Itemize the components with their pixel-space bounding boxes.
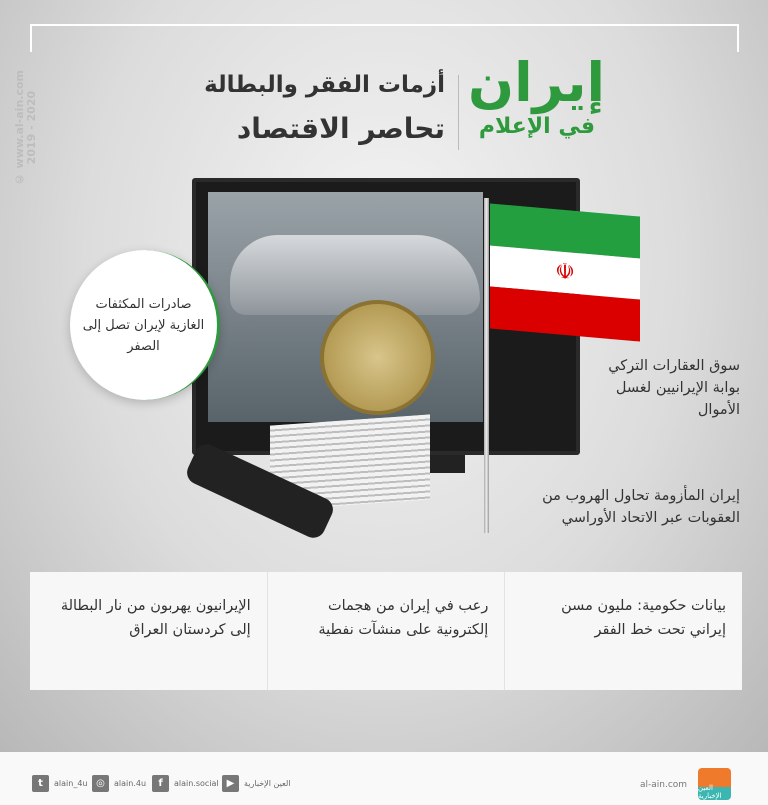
header-frame bbox=[30, 24, 739, 52]
watermark: © www.al-ain.com 2019 - 2020 bbox=[13, 70, 38, 186]
logo-text: العين الإخبارية bbox=[698, 784, 722, 800]
instagram-icon: ◎ bbox=[92, 775, 109, 792]
story-bottom-3[interactable]: الإيرانيون يهربون من نار البطالة إلى كردستان العراق bbox=[60, 598, 251, 638]
headline-2: تحاصر الاقتصاد bbox=[236, 112, 445, 145]
youtube-icon: ▶ bbox=[222, 775, 239, 792]
title-sub: في الإعلام bbox=[478, 114, 595, 139]
story-circle[interactable] bbox=[70, 250, 220, 400]
youtube-link[interactable] bbox=[222, 775, 291, 792]
story-circle-text: صادرات المكثفات الغازية لإيران تصل إلى الصفر bbox=[82, 296, 205, 354]
car-image bbox=[230, 235, 480, 315]
twitter-label: alain_4u bbox=[54, 779, 88, 788]
coin-image bbox=[320, 300, 435, 415]
instagram-label: alain.4u bbox=[114, 779, 147, 788]
story-right-1[interactable]: سوق العقارات التركي بوابة الإيرانيين لغسل الأموال bbox=[608, 358, 740, 418]
bottom-stories bbox=[30, 572, 742, 690]
story-bottom-1[interactable]: بيانات حكومية: مليون مسن إيراني تحت خط الفقر bbox=[504, 572, 742, 690]
iran-flag-icon: ☫ bbox=[490, 203, 640, 341]
title-main: إيران bbox=[468, 51, 605, 114]
facebook-label: alain.social bbox=[174, 779, 219, 788]
twitter-link[interactable] bbox=[32, 775, 87, 792]
story-right-2[interactable]: إيران المأزومة تحاول الهروب من العقوبات عبر الاتحاد الأوراسي bbox=[542, 488, 740, 526]
headline-1: أزمات الفقر والبطالة bbox=[204, 72, 445, 98]
facebook-link[interactable] bbox=[152, 775, 219, 792]
story-bottom-2[interactable]: رعب في إيران من هجمات إلكترونية على منشآت نفطية bbox=[267, 572, 505, 690]
title-divider bbox=[458, 75, 459, 150]
youtube-label: العين الإخبارية bbox=[244, 779, 291, 788]
alain-logo bbox=[698, 768, 731, 800]
flag-pole bbox=[484, 198, 489, 533]
facebook-icon: f bbox=[152, 775, 169, 792]
instagram-link[interactable] bbox=[92, 775, 146, 792]
site-link[interactable]: al-ain.com bbox=[640, 780, 688, 790]
twitter-icon: t bbox=[32, 775, 49, 792]
